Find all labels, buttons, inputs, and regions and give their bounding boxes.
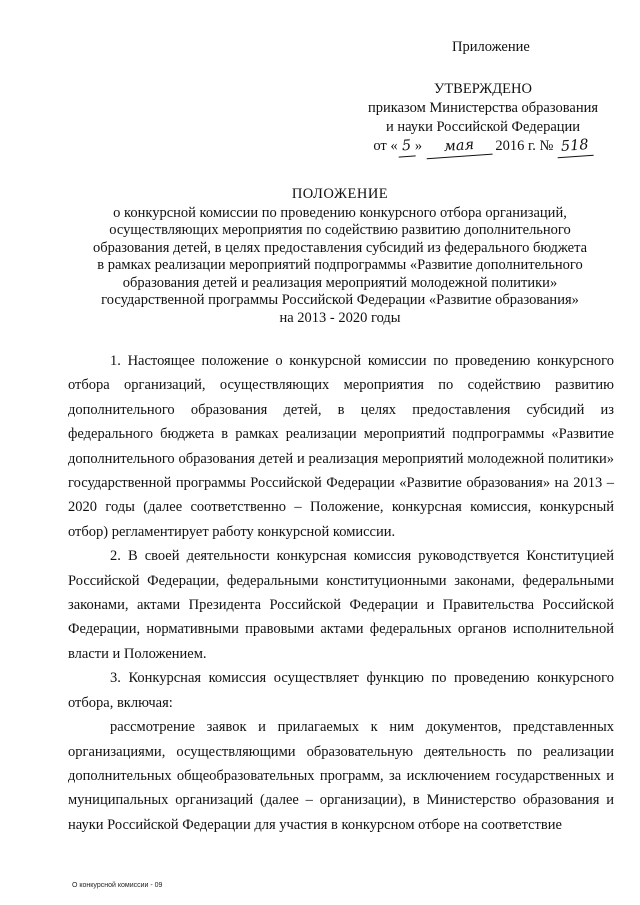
- paragraph-1: 1. Настоящее положение о конкурсной комиссии по проведению конкурсного отбора организаций, осуществляющих мероприятия по содействию развитию дополнительного образования детей, в целях предоставления субсидий из федерального бюджета в рамках реализации мероприятий подпрограммы «Развитие дополнительного образования детей и реализация мероприятий молодежной политики» государственной программы Российской Федерации «Развитие образования» на 2013 – 2020 годы (далее соответственно – Положение, конкурсная комиссия, конкурсный отбор) регламентирует работу конкурсной комиссии.: [68, 353, 614, 540]
- date-year: 2016 г. №: [495, 138, 554, 154]
- paragraph-3: 3. Конкурсная комиссия осуществляет функцию по проведению конкурсного отбора, включая:: [68, 670, 614, 711]
- title-line: государственной программы Российской Федерации «Развитие образования»: [101, 292, 579, 308]
- handwritten-month: мая: [425, 135, 492, 160]
- title-line: осуществляющих мероприятия по содействию развитию дополнительного: [109, 222, 571, 238]
- title-line: о конкурсной комиссии по проведению конкурсного отбора организаций,: [113, 204, 567, 221]
- handwritten-day: 5: [397, 136, 416, 157]
- approved-heading: УТВЕРЖДЕНО: [434, 81, 532, 97]
- handwritten-order-number: 518: [556, 136, 593, 158]
- approval-line-1: приказом Министерства образования: [367, 100, 599, 116]
- document-title: [60, 186, 620, 327]
- title-line: образования детей и реализация мероприятий молодежной политики»: [122, 274, 558, 291]
- title-heading: ПОЛОЖЕНИЕ: [291, 186, 389, 202]
- approval-block: [352, 80, 614, 157]
- date-mid: »: [414, 138, 423, 154]
- approval-date-line: [352, 137, 614, 157]
- page-footer: О конкурсной комиссии - 09: [72, 882, 163, 889]
- title-line: образования детей, в целях предоставления субсидий из федерального бюджета: [92, 239, 588, 256]
- paragraph-4: рассмотрение заявок и прилагаемых к ним документов, представленных организациями, осуществляющими образовательную деятельность по реализации дополнительных общеобразовательных программ, за исключением государственных и муниципальных организаций (далее – организации), в Министерство образования и науки Российской Федерации для участия в конкурсном отборе на соответствие: [68, 719, 614, 833]
- appendix-label: Приложение: [452, 39, 530, 55]
- document-body: [68, 349, 614, 837]
- title-line: в рамках реализации мероприятий подпрограммы «Развитие дополнительного: [97, 257, 583, 273]
- title-line: на 2013 - 2020 годы: [279, 309, 401, 326]
- approval-line-2: и науки Российской Федерации: [385, 119, 581, 135]
- paragraph-2: 2. В своей деятельности конкурсная комиссия руководствуется Конституцией Российской Федерации, федеральными конституционными законами, федеральными законами, актами Президента Российской Федерации и Правительства Российской Федерации, нормативными правовыми актами федеральных органов исполнительной власти и Положением.: [68, 548, 614, 662]
- date-prefix: от «: [373, 138, 398, 154]
